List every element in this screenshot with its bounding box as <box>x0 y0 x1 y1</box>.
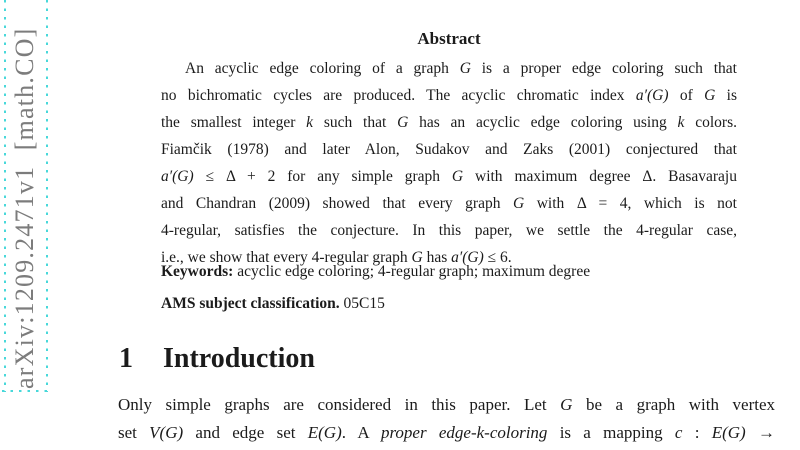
text-line: An acyclic edge coloring of a graph G is a proper edge coloring such that <box>185 60 737 77</box>
text-line: and Chandran (2009) showed that every graph G with Δ = 4, which is not <box>161 195 737 212</box>
text-line: i.e., we show that every 4-regular graph G has a′(G) ≤ 6. <box>161 249 512 266</box>
keywords-text: acyclic edge coloring; 4-regular graph; maximum degree <box>233 263 591 280</box>
abstract-body <box>161 55 737 271</box>
arxiv-identifier: arXiv:1209.2471v1 [math.CO] <box>10 27 39 389</box>
dashed-line-left <box>4 0 6 392</box>
text-line: the smallest integer k such that G has an acyclic edge coloring using k colors. <box>161 114 737 131</box>
text-line: Fiamčik (1978) and later Alon, Sudakov and Zaks (2001) conjectured that <box>161 141 737 158</box>
text-line: set V(G) and edge set E(G). A proper edge-k-coloring is a mapping c : E(G) → <box>118 422 775 442</box>
section-title: Introduction <box>163 343 315 374</box>
dashed-line-right <box>46 0 48 392</box>
keywords-label: Keywords: <box>161 263 234 280</box>
intro-paragraph <box>118 391 775 446</box>
ams-label: AMS subject classification. <box>161 295 340 312</box>
keywords-line <box>161 258 737 285</box>
section-heading <box>119 342 315 376</box>
ams-text: 05C15 <box>339 295 385 312</box>
section-number: 1 <box>119 343 133 374</box>
dashed-line-bottom <box>2 390 48 392</box>
text-line: Only simple graphs are considered in this paper. Let G be a graph with vertex <box>118 395 775 414</box>
text-line: a′(G) ≤ Δ + 2 for any simple graph G with maximum degree Δ. Basavaraju <box>161 168 737 185</box>
text-line: no bichromatic cycles are produced. The acyclic chromatic index a′(G) of G is <box>161 87 737 104</box>
abstract-title: Abstract <box>417 29 481 48</box>
text-line: 4-regular, satisfies the conjecture. In this paper, we settle the 4-regular case, <box>161 222 737 239</box>
ams-classification-line <box>161 290 737 317</box>
